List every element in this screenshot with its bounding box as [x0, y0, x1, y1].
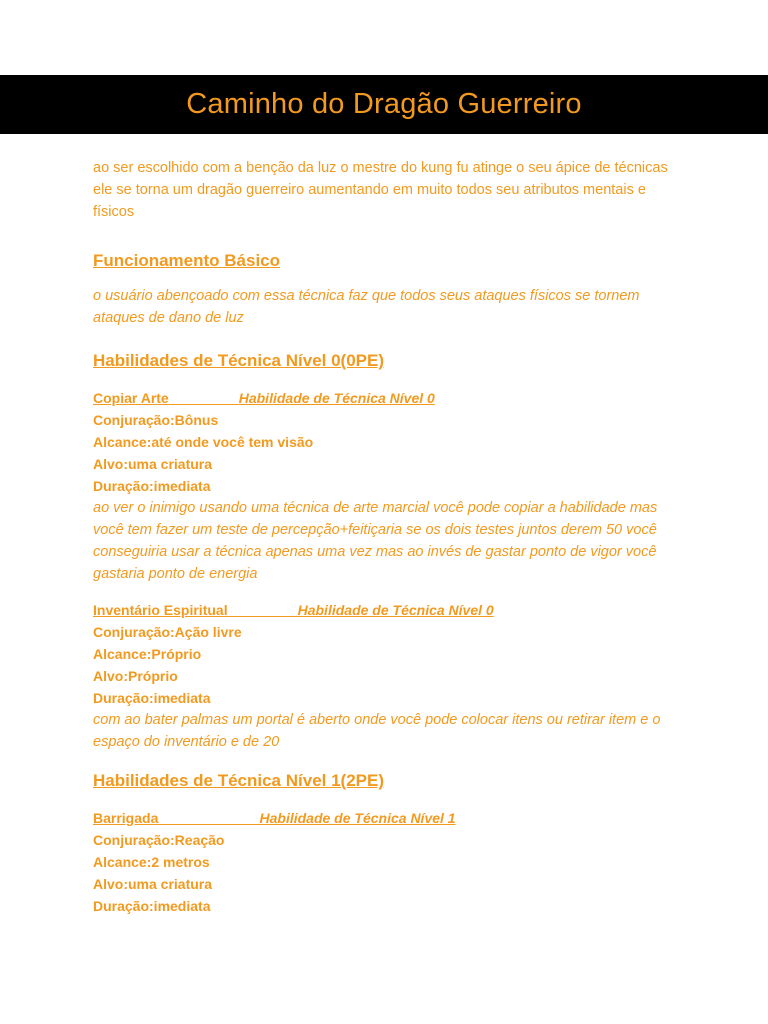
skill-header	[93, 807, 683, 829]
skill-description: com ao bater palmas um portal é aberto onde você pode colocar itens ou retirar item e o espaço do inventário e de 20	[93, 712, 661, 750]
skill-alcance: Alcance:até onde você tem visão	[93, 434, 314, 450]
skill-header	[93, 599, 683, 621]
skill-copiar-arte	[93, 387, 683, 585]
intro-paragraph: ao ser escolhido com a benção da luz o mestre do kung fu atinge o seu ápice de técnicas ele se torna um dragão guerreiro aumentando em muito todos seu atributos mentais e físicos	[93, 160, 668, 220]
skill-conjuracao: Conjuração:Reação	[93, 832, 225, 848]
skill-name: Copiar Arte	[93, 390, 169, 406]
skill-duracao: Duração:imediata	[93, 898, 211, 914]
document-body	[93, 157, 683, 917]
skill-barrigada	[93, 807, 683, 917]
skill-alvo: Alvo:uma criatura	[93, 456, 213, 472]
skill-alvo: Alvo:uma criatura	[93, 876, 213, 892]
basic-heading: Funcionamento Básico	[93, 251, 281, 270]
title-banner	[0, 75, 768, 134]
skill-inventario-espiritual	[93, 599, 683, 753]
skill-duracao: Duração:imediata	[93, 478, 211, 494]
skill-description: ao ver o inimigo usando uma técnica de arte marcial você pode copiar a habilidade mas você tem fazer um teste de percepção+feitiçaria se os dois testes juntos derem 50 você conseguiria usar a técnica apenas uma vez mas ao invés de gastar ponto de vigor você gastaria ponto de energia	[93, 500, 658, 582]
page-title: Caminho do Dragão Guerreiro	[186, 88, 582, 120]
skill-alcance: Alcance:2 metros	[93, 854, 210, 870]
skill-conjuracao: Conjuração:Ação livre	[93, 624, 242, 640]
level1-heading: Habilidades de Técnica Nível 1(2PE)	[93, 771, 385, 790]
skill-name: Inventário Espiritual	[93, 602, 228, 618]
skill-alvo: Alvo:Próprio	[93, 668, 178, 684]
skill-tag: Habilidade de Técnica Nível 0	[297, 602, 494, 618]
skill-header	[93, 387, 683, 409]
basic-text: o usuário abençoado com essa técnica faz que todos seus ataques físicos se tornem ataques de dano de luz	[93, 288, 640, 326]
skill-tag: Habilidade de Técnica Nível 0	[238, 390, 435, 406]
skill-tag: Habilidade de Técnica Nível 1	[259, 810, 456, 826]
skill-alcance: Alcance:Próprio	[93, 646, 202, 662]
skill-conjuracao: Conjuração:Bônus	[93, 412, 219, 428]
skill-name: Barrigada	[93, 810, 159, 826]
level0-heading: Habilidades de Técnica Nível 0(0PE)	[93, 351, 385, 370]
skill-duracao: Duração:imediata	[93, 690, 211, 706]
